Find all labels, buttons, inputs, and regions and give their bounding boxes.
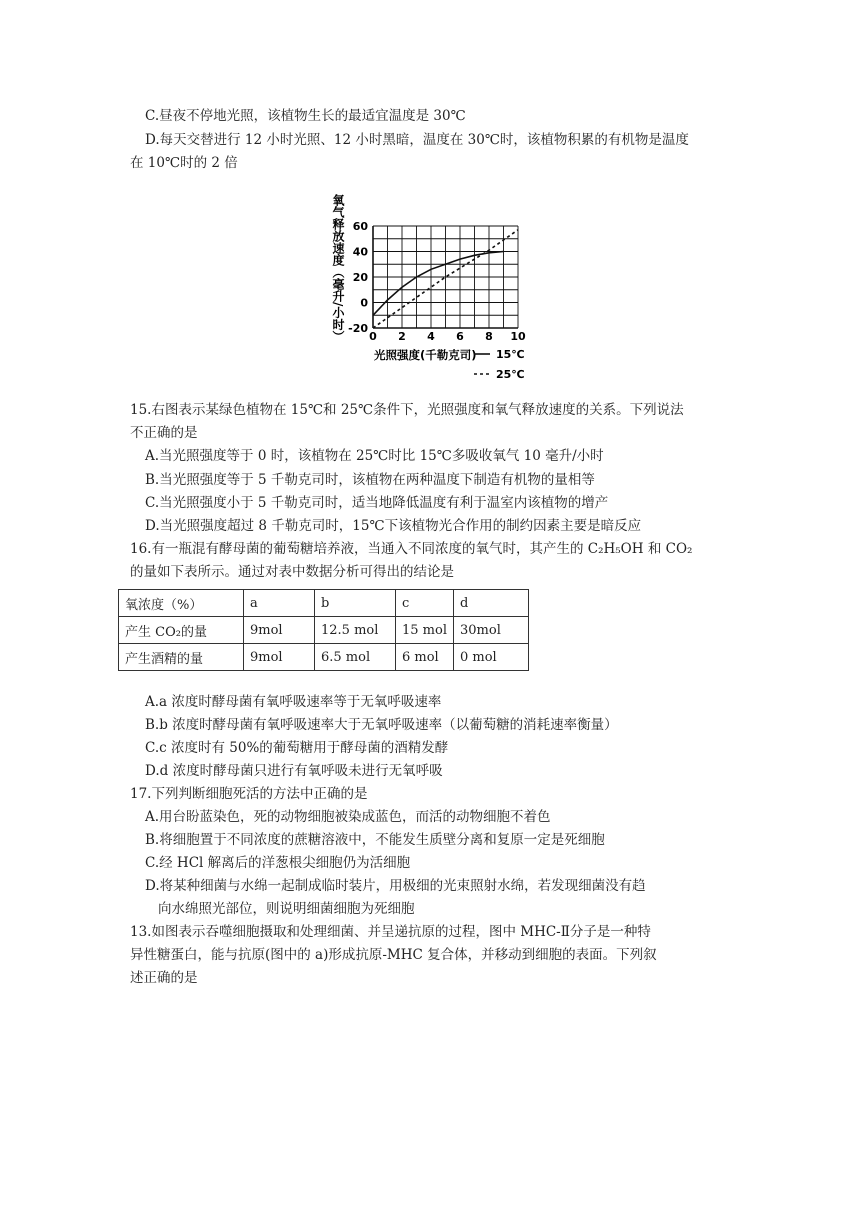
y-tick-label: 60: [352, 220, 368, 233]
question-15-stem-1: 15.右图表示某绿色植物在 15℃和 25℃条件下，光照强度和氧气释放速度的关系。下列说法: [130, 402, 684, 418]
x-tick-label: 10: [510, 330, 526, 343]
question-17-option-d-1: D.将某种细菌与水绵一起制成临时装片，用极细的光束照射水绵，若发现细菌没有趋: [145, 878, 646, 894]
legend-label: 25℃: [496, 368, 525, 381]
x-tick-label: 4: [427, 330, 435, 343]
question-15-option-a: A.当光照强度等于 0 时，该植物在 25℃时比 15℃多吸收氧气 10 毫升/小时: [145, 448, 604, 464]
table-cell: 9mol: [244, 617, 315, 644]
legend-label: 15℃: [496, 348, 525, 361]
question-16-option-d: D.d 浓度时酵母菌只进行有氧呼吸未进行无氧呼吸: [145, 763, 443, 779]
y-tick-label: -20: [348, 322, 368, 335]
option-d-line-1: D.每天交替进行 12 小时光照、12 小时黑暗，温度在 30℃时，该植物积累的有机物是温度: [145, 132, 689, 148]
series-line-15c: [373, 252, 504, 316]
table-cell: 产生 CO₂的量: [119, 617, 244, 644]
question-17-option-d-2: 向水绵照光部位，则说明细菌细胞为死细胞: [158, 901, 415, 917]
question-16-option-a: A.a 浓度时酵母菌有氧呼吸速率等于无氧呼吸速率: [145, 694, 442, 710]
question-17-option-b: B.将细胞置于不同浓度的蔗糖溶液中，不能发生质壁分离和复原一定是死细胞: [145, 832, 605, 848]
table-cell: 6 mol: [396, 644, 454, 671]
table-cell: 6.5 mol: [315, 644, 396, 671]
question-16-stem-2: 的量如下表所示。通过对表中数据分析可得出的结论是: [130, 564, 454, 580]
y-tick-label: 40: [352, 245, 368, 259]
question-17-option-c: C.经 HCl 解离后的洋葱根尖细胞仍为活细胞: [145, 855, 411, 871]
oxygen-release-chart: [326, 188, 541, 386]
y-axis-label: 氧气释放速度（毫升/小时）: [331, 194, 345, 343]
question-16-option-c: C.c 浓度时有 50%的葡萄糖用于酵母菌的酒精发酵: [145, 740, 449, 756]
table-cell: d: [454, 590, 529, 617]
yeast-data-table: [118, 589, 529, 671]
table-row: [119, 644, 529, 671]
table-cell: b: [315, 590, 396, 617]
table-cell: 12.5 mol: [315, 617, 396, 644]
option-d-line-2: 在 10℃时的 2 倍: [130, 155, 238, 171]
table-cell: 15 mol: [396, 617, 454, 644]
table-cell: 9mol: [244, 644, 315, 671]
question-13-stem-2: 异性糖蛋白，能与抗原(图中的 a)形成抗原-MHC 复合体，并移动到细胞的表面。下列叙: [130, 947, 657, 963]
question-13-stem-3: 述正确的是: [130, 970, 198, 986]
x-tick-label: 8: [485, 330, 493, 343]
table-row: [119, 590, 529, 617]
table-cell: 氧浓度（%）: [119, 590, 244, 617]
table-cell: 0 mol: [454, 644, 529, 671]
option-c-line: C.昼夜不停地光照，该植物生长的最适宜温度是 30℃: [145, 108, 466, 124]
x-tick-label: 0: [369, 330, 377, 343]
table-cell: 30mol: [454, 617, 529, 644]
x-tick-label: 2: [398, 330, 406, 343]
x-axis-label: 光照强度(千勒克司): [374, 348, 477, 362]
question-17-stem: 17.下列判断细胞死活的方法中正确的是: [130, 786, 368, 802]
table-row: [119, 617, 529, 644]
question-13-stem-1: 13.如图表示吞噬细胞摄取和处理细菌、并呈递抗原的过程，图中 MHC-Ⅱ分子是一种特: [130, 924, 651, 940]
y-tick-label: 0: [360, 296, 368, 310]
x-tick-label: 6: [456, 330, 464, 343]
table-cell: c: [396, 590, 454, 617]
question-15-stem-2: 不正确的是: [130, 425, 198, 441]
question-17-option-a: A.用台盼蓝染色，死的动物细胞被染成蓝色，而活的动物细胞不着色: [145, 809, 551, 825]
table-cell: 产生酒精的量: [119, 644, 244, 671]
question-15-option-c: C.当光照强度小于 5 千勒克司时，适当地降低温度有利于温室内该植物的增产: [145, 495, 609, 511]
question-15-option-d: D.当光照强度超过 8 千勒克司时，15℃下该植物光合作用的制约因素主要是暗反应: [145, 518, 642, 534]
table-cell: a: [244, 590, 315, 617]
question-15-option-b: B.当光照强度等于 5 千勒克司时，该植物在两种温度下制造有机物的量相等: [145, 472, 595, 488]
y-tick-label: 20: [352, 271, 368, 284]
question-16-option-b: B.b 浓度时酵母菌有氧呼吸速率大于无氧呼吸速率（以葡萄糖的消耗速率衡量）: [145, 717, 618, 733]
question-16-stem-1: 16.有一瓶混有酵母菌的葡萄糖培养液，当通入不同浓度的氧气时，其产生的 C₂H₅OH 和 CO₂: [130, 541, 693, 557]
